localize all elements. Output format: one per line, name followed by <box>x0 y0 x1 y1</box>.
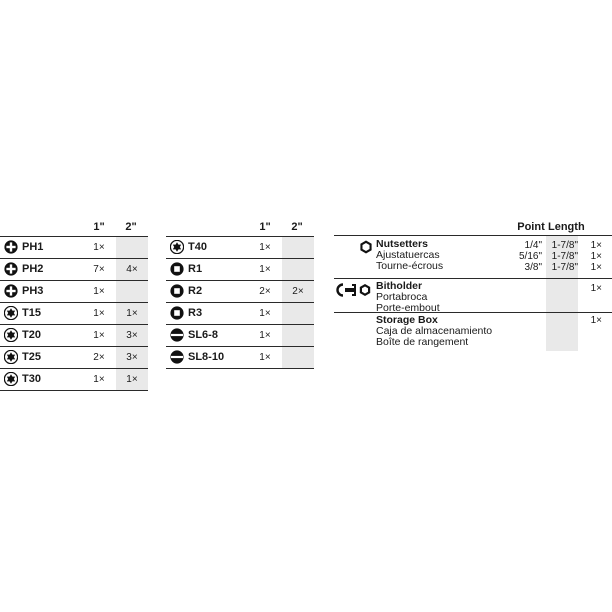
qty-2-inch: 3× <box>116 325 148 346</box>
header-1-inch: 1" <box>93 221 105 233</box>
nutsetter-qty-3: 1× <box>590 262 602 273</box>
row-bitholder <box>334 278 612 312</box>
torx-icon <box>4 306 18 320</box>
bitholder-title: Bitholder <box>376 280 423 292</box>
bit-row-sl8-10 <box>166 346 314 369</box>
bit-row-t30 <box>0 368 148 391</box>
bit-row-r1 <box>166 258 314 280</box>
qty-2-inch <box>282 237 314 258</box>
bit-label: R1 <box>188 263 203 275</box>
nutsetter-qty-1: 1× <box>590 240 602 251</box>
bit-label: R2 <box>188 285 203 297</box>
nutsetter-length-3: 1-7/8" <box>551 262 578 273</box>
qty-1-inch: 1× <box>93 330 105 341</box>
qty-2-inch <box>282 259 314 280</box>
slotted-icon <box>170 328 184 342</box>
qty-1-inch: 7× <box>93 264 105 275</box>
nutsetter-point-2: 5/16" <box>518 251 542 262</box>
square-icon <box>170 284 184 298</box>
bit-label: R3 <box>188 307 203 319</box>
torx-icon <box>4 328 18 342</box>
header-2-inch: 2" <box>125 221 137 233</box>
bitholder-text <box>376 281 440 314</box>
storage-qty: 1× <box>590 315 602 326</box>
torx-icon <box>4 350 18 364</box>
bitholder-icon <box>336 283 374 297</box>
phillips-icon <box>4 240 18 254</box>
header-point: Point <box>517 221 545 233</box>
bit-row-ph3 <box>0 280 148 302</box>
qty-2-inch: 2× <box>282 281 314 302</box>
square-icon <box>170 306 184 320</box>
qty-1-inch: 1× <box>259 330 271 341</box>
nutsetters-text <box>376 239 443 272</box>
bit-label: T30 <box>22 373 41 385</box>
storage-es: Caja de almacenamiento <box>376 325 493 337</box>
accessory-table <box>334 221 612 351</box>
nutsetters-es: Ajustatuercas <box>376 249 440 261</box>
nutsetter-qty-2: 1× <box>590 251 602 262</box>
qty-2-inch <box>282 347 314 368</box>
bit-row-sl6-8 <box>166 324 314 346</box>
bit-row-ph2 <box>0 258 148 280</box>
bit-label: PH2 <box>22 263 44 275</box>
nutsetter-length-2: 1-7/8" <box>551 251 578 262</box>
bit-row-t40 <box>166 236 314 258</box>
qty-2-inch: 3× <box>116 347 148 368</box>
qty-1-inch: 1× <box>259 308 271 319</box>
bit-row-r3 <box>166 302 314 324</box>
qty-1-inch: 2× <box>259 286 271 297</box>
qty-1-inch: 1× <box>93 308 105 319</box>
phillips-icon <box>4 284 18 298</box>
hex-icon <box>359 240 373 254</box>
bit-row-t15 <box>0 302 148 324</box>
nutsetters-fr: Tourne-écrous <box>376 260 444 272</box>
bitholder-es: Portabroca <box>376 291 428 303</box>
qty-2-inch <box>116 281 148 302</box>
qty-2-inch <box>282 303 314 324</box>
bit-row-r2 <box>166 280 314 302</box>
storage-text <box>376 315 492 348</box>
bitholder-qty: 1× <box>590 283 602 294</box>
bit-row-t20 <box>0 324 148 346</box>
bit-table-middle <box>166 221 316 371</box>
nutsetter-point-1: 1/4" <box>524 240 542 251</box>
bit-label: PH3 <box>22 285 44 297</box>
nutsetter-length-1: 1-7/8" <box>551 240 578 251</box>
qty-2-inch <box>282 325 314 346</box>
bit-label: T40 <box>188 241 207 253</box>
qty-2-inch: 1× <box>116 369 148 390</box>
qty-2-inch: 1× <box>116 303 148 324</box>
nutsetter-point-3: 3/8" <box>524 262 542 273</box>
bit-row-t25 <box>0 346 148 368</box>
qty-1-inch: 1× <box>259 264 271 275</box>
bit-label: SL6-8 <box>188 329 218 341</box>
storage-fr: Boîte de rangement <box>376 336 469 348</box>
bitholder-fr: Porte-embout <box>376 302 440 314</box>
qty-1-inch: 2× <box>93 352 105 363</box>
bit-label: T20 <box>22 329 41 341</box>
bit-label: SL8-10 <box>188 351 225 363</box>
torx-icon <box>4 372 18 386</box>
slotted-icon <box>170 350 184 364</box>
qty-2-inch <box>116 237 148 258</box>
qty-1-inch: 1× <box>93 374 105 385</box>
phillips-icon <box>4 262 18 276</box>
torx-icon <box>170 240 184 254</box>
header-length: Length <box>548 221 585 233</box>
header-1-inch: 1" <box>259 221 271 233</box>
header-2-inch: 2" <box>291 221 303 233</box>
bit-label: PH1 <box>22 241 44 253</box>
square-icon <box>170 262 184 276</box>
bit-label: T15 <box>22 307 41 319</box>
column-gap <box>510 236 514 351</box>
qty-2-inch: 4× <box>116 259 148 280</box>
qty-1-inch: 1× <box>259 352 271 363</box>
qty-1-inch: 1× <box>259 242 271 253</box>
qty-1-inch: 1× <box>93 242 105 253</box>
storage-title: Storage Box <box>376 314 438 326</box>
nutsetters-title: Nutsetters <box>376 238 428 250</box>
row-storage-box <box>334 312 612 351</box>
bit-table-left <box>0 221 150 391</box>
qty-1-inch: 1× <box>93 286 105 297</box>
row-nutsetters <box>334 235 612 278</box>
bit-row-ph1 <box>0 236 148 258</box>
bit-label: T25 <box>22 351 41 363</box>
